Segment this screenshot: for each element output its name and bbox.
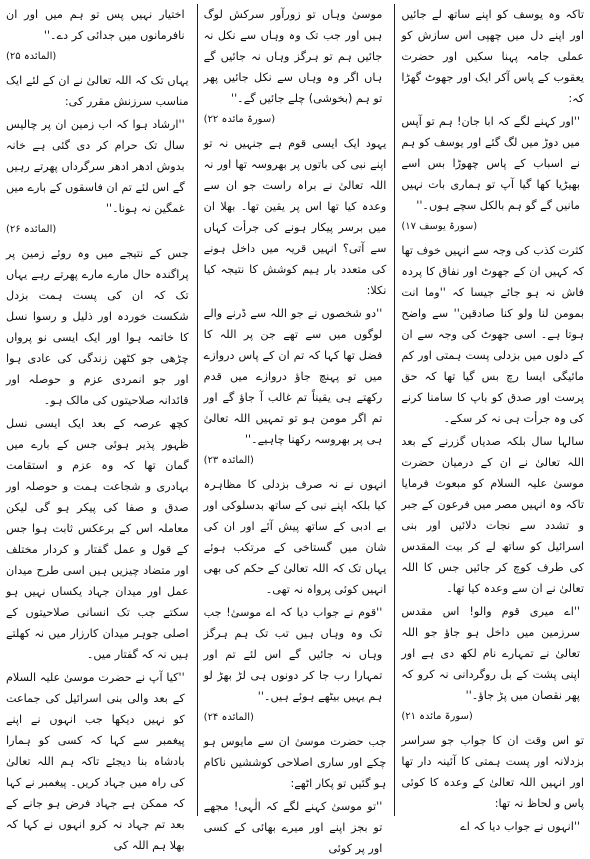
verse-reference: (المائدہ ۲۳) [203, 455, 254, 466]
text-column-middle [197, 4, 387, 855]
quranic-quote: ''اور کہنے لگے کہ ابا جان! ہم تو آپس میں دوڑ میں لگ گئے اور یوسف کو ہم نے اسباب کے پاس چھوڑا بس اسے بھیڑیا کھا گیا آپ تو ہماری بات نہیں مانیں گے گو ہم بالکل سچے ہوں۔'' [401, 115, 580, 212]
quranic-quote: ''کیا آپ نے حضرت موسیٰ علیہ السلام کے بعد والی بنی اسرائیل کی جماعت کو نہیں دیکھا جب انہوں نے اپنے پیغمبر سے کہا کہ کسی کو ہمارا بادشاہ بنا دیجئے تاکہ ہم اللہ تعالیٰ کی راہ میں جہاد کریں۔ پیغمبر نے کہا کہ ممکن ہے جہاد فرض ہو جانے کے بعد تم جہاد نہ کرو انہوں نے کہا کہ بھلا ہم اللہ کی [5, 671, 185, 852]
paragraph: کچھ عرصہ کے بعد ایک ایسی نسل ظہور پذیر ہوئی جس کے بارے میں گمان تھا کہ وہ عزم و استقامت بہادری و شجاعت ہمت و حوصلہ اور صدق و صفا کی پیکر ہو گی لیکن معاملہ اس کے برعکس ثابت ہوا جس کے قول و عمل گفتار و کردار مختلف اور متضاد چیزیں ہیں اسی طرح میدان عمل اور میدان جہاد یکساں نہیں ہو سکتے جب تک انسانی صلاحیتوں کے اصلی جوہر میدان کارزار میں نہ کھلتے ہیں نہ کہ گفتار میں۔ [5, 417, 189, 661]
paragraph: انہوں نے نہ صرف بزدلی کا مظاہرہ کیا بلکہ اپنے نبی کے ساتھ بدسلوکی اور بے ادبی کے ساتھ پیش آئے اور ان کی شان میں گستاخی کے مرتکب ہوئے یہاں تک کہ اللہ تعالیٰ کے حکم کی بھی انہیں کوئی پرواہ نہ تھی۔ [203, 478, 387, 596]
quranic-quote: ''قوم نے جواب دیا کہ اے موسیٰ! جب تک وہ وہاں ہیں تب تک ہم ہرگز وہاں نہ جائیں گے اس لئے تم اور تمہارا رب جا کر دونوں ہی لڑ بھڑ لو ہم یہیں بیٹھے ہوئے ہیں۔'' [203, 606, 383, 703]
quranic-quote: ''ارشاد ہوا کہ اب زمین ان پر چالیس سال تک حرام کر دی گئی ہے خانہ بدوش ادھر ادھر سرگرداں پھرتے رہیں گے اس لئے تم ان فاسقوں کے بارے میں غمگین نہ ہونا۔'' [5, 118, 185, 215]
paragraph: تاکہ وہ یوسف کو اپنے ساتھ لے جائیں اور اپنے دل میں چھپی اس سازش کو عملی جامہ پہنا سکیں اور حضرت یعقوب کے پاس آکر ایک اور جھوٹ گھڑا کہ: [401, 8, 584, 105]
text-column-left [5, 4, 189, 852]
verse-reference: (المائدہ ۲۶) [5, 224, 57, 235]
paragraph: تو اس وقت ان کا جواب جو سراسر بزدلانہ اور پست ہمتی کا آئینہ دار تھا اور انہیں اللہ تعالیٰ کے وعدہ کا کوئی پاس و لحاظ نہ تھا: [401, 734, 584, 810]
paragraph: کثرت کذب کی وجہ سے انہیں خوف تھا کہ کہیں ان کے جھوٹ اور نفاق کا پردہ فاش نہ ہو جائے جیسا کہ ''وما انت بمومن لنا ولو کنا صادقین'' سے واضح ہوتا ہے۔ اسی جھوٹ کی وجہ سے ان کے دلوں میں بزدلی پست ہمتی اور کم مائیگی ایسا رچ بس گیا تھا کہ حق پرست اور صدق کو باپ کا سامنا کرنے کی وہ جرأت ہی نہ کر سکے۔ [401, 244, 584, 425]
quranic-quote: ''اے میری قوم والو! اس مقدس سرزمین میں داخل ہو جاؤ جو اللہ تعالیٰ نے تمہارے نام لکھ دی ہے اور اپنی پشت کے بل روگردانی نہ کرو کہ پھر نقصان میں پڑ جاؤ۔'' [401, 605, 580, 702]
verse-reference: (سورۃ مائدہ ۲۲) [203, 114, 276, 125]
verse-reference: (المائدہ ۲۵) [5, 51, 57, 62]
text-column-right [394, 4, 584, 833]
quranic-quote: ''تو موسیٰ کہنے لگے کہ الٰہی! مجھے تو بجز اپنے اور میرے بھائی کے کسی اور پر کوئی [203, 800, 383, 855]
paragraph: یہود ایک ایسی قوم ہے جنہیں نہ تو اپنے نبی کی باتوں پر بھروسہ تھا اور نہ اللہ تعالیٰ نے براہ راست جو ان سے وعدہ کیا تھا اس پر یقین تھا۔ بھلا ان میں برسر پیکار ہونے کی جرأت کہاں سے آتی؟ انہیں قریہ میں داخل ہونے کی متعدد بار ہیم کوشش کا نتیجہ کیا نکلا: [203, 137, 387, 297]
quranic-quote: ''انہوں نے جواب دیا کہ اے [460, 820, 580, 833]
quranic-quote: ''دو شخصوں نے جو اللہ سے ڈرنے والے لوگوں میں سے تھے جن پر اللہ کا فضل تھا کہا کہ تم ان کے پاس دروازے میں تو پہنچ جاؤ دروازے میں قدم رکھتے ہی یقیناً تم غالب آ جاؤ گے اور تم اگر مومن ہو تو تمہیں اللہ تعالیٰ ہی پر بھروسہ رکھنا چاہیے۔'' [203, 307, 383, 446]
verse-reference: (سورۃ مائدہ ۲۱) [401, 711, 473, 722]
paragraph: جس کے نتیجے میں وہ روئے زمین پر پراگندہ حال مارے مارے پھرتے رہے یہاں تک کہ ان کی پست ہمت بزدل شکست خوردہ اور ذلیل و رسوا نسل کا خاتمہ ہوا اور ایک ایسی نو پرواں چڑھی جو کٹھن زندگی کی عادی ہوا اور جو انمردی عزم و حوصلہ اور قائدانہ صلاحیتوں کی مالک ہو۔ [5, 247, 189, 407]
verse-reference: (المائدہ ۲۴) [203, 712, 254, 723]
verse-reference: (سورۃ یوسف ۱۷) [401, 221, 478, 232]
paragraph: جب حضرت موسیٰ ان سے مایوس ہو چکے اور ساری اصلاحی کوششیں ناکام ہو گئیں تو پکار اٹھے: [203, 735, 387, 790]
quranic-quote: موسیٰ وہاں تو زورآور سرکش لوگ ہیں اور جب تک وہ وہاں سے نکل نہ جائیں ہم تو ہرگز وہاں نہ جائیں گے ہاں اگر وہ وہاں سے نکل جائیں پھر تو ہم (بخوشی) چلے جائیں گے۔'' [203, 8, 383, 105]
paragraph: یہاں تک کہ اللہ تعالیٰ نے ان کے لئے ایک مناسب سرزنش مقرر کی: [5, 74, 189, 108]
quranic-quote: اختیار نہیں پس تو ہم میں اور ان نافرمانوں میں جدائی کر دے۔'' [5, 8, 185, 42]
paragraph: سالہا سال بلکہ صدیاں گزرنے کے بعد اللہ تعالیٰ نے ان کے درمیان حضرت موسیٰ علیہ السلام کو مبعوث فرمایا تاکہ وہ انہیں مصر میں فرعون کے جبر و تشدد سے نجات دلائیں اور بنی اسرائیل کو ساتھ لے کر بیت المقدس کی طرف کوچ کر جائیں جس کا اللہ تعالیٰ نے ان سے وعدہ کیا تھا۔ [401, 435, 584, 595]
